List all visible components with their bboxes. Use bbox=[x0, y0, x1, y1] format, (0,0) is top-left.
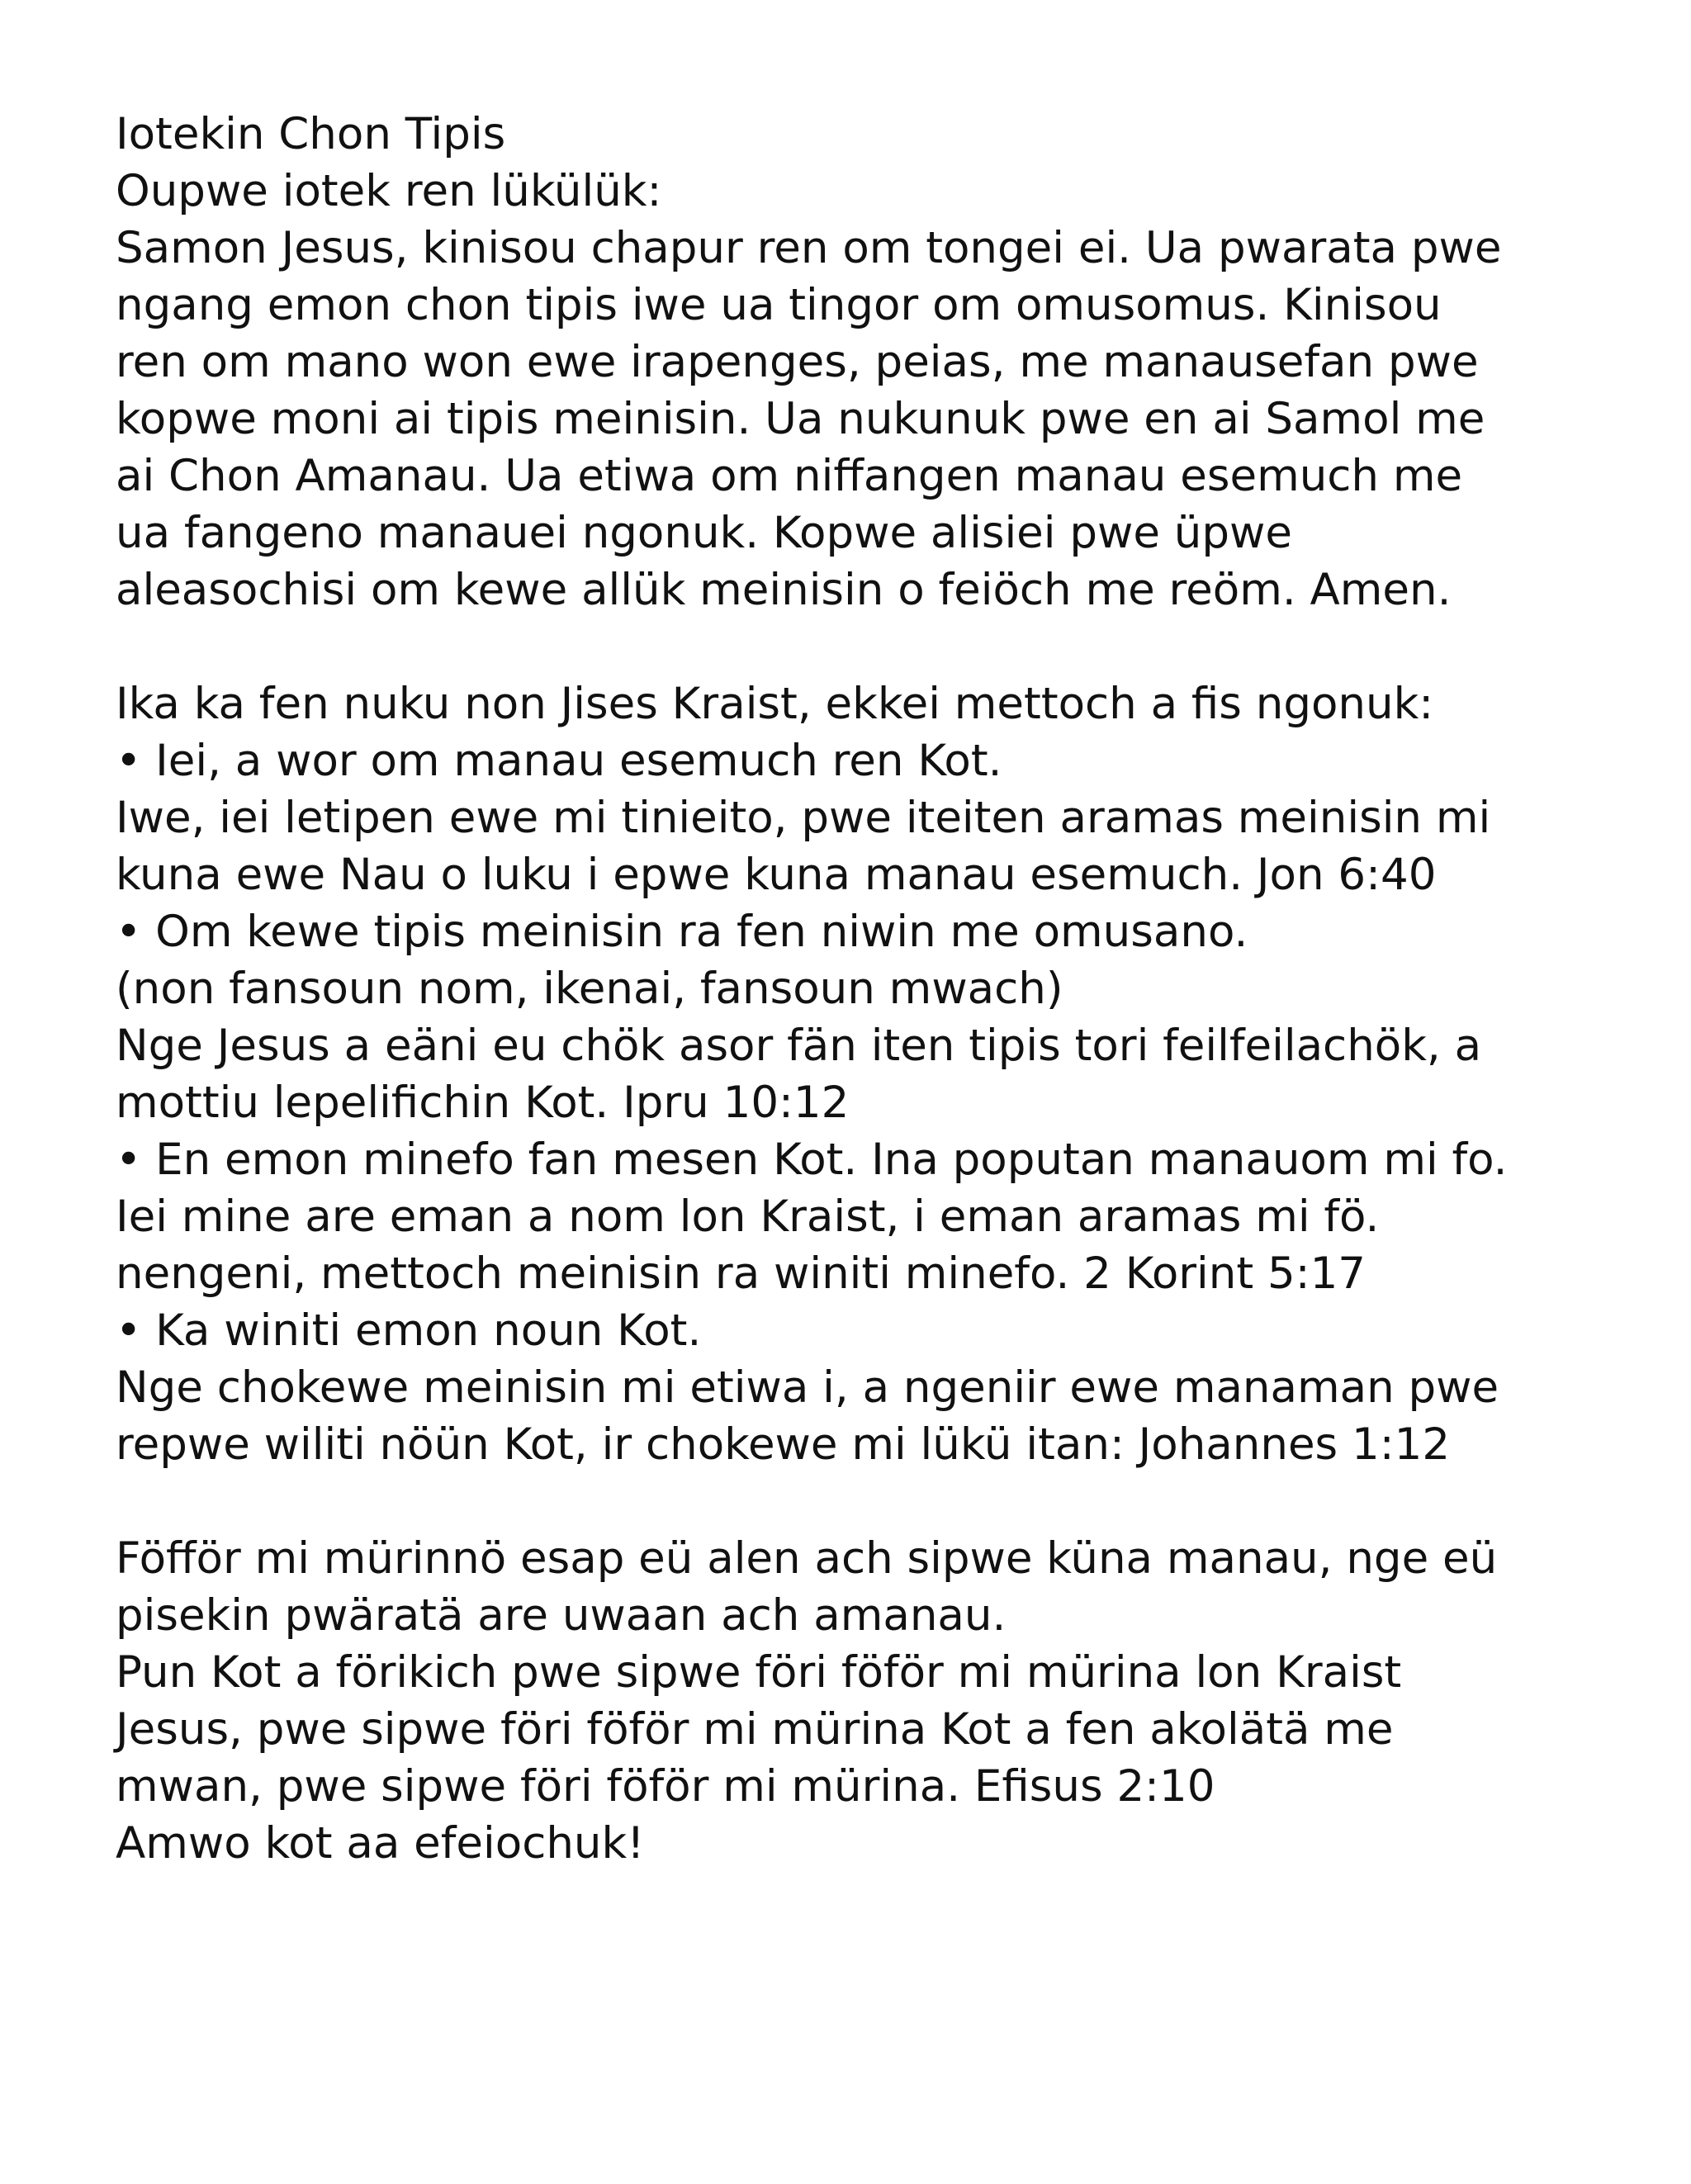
text-line: mottiu lepelifichin Kot. Ipru 10:12 bbox=[116, 1078, 850, 1128]
text-line: ua fangeno manauei ngonuk. Kopwe alisiei pwe üpwe bbox=[116, 508, 1292, 558]
text-line: Iwe, iei letipen ewe mi tinieito, pwe iteiten aramas meinisin mi bbox=[116, 793, 1491, 843]
document-page bbox=[116, 106, 1618, 1872]
text-line: ai Chon Amanau. Ua etiwa om niffangen manau esemuch me bbox=[116, 451, 1463, 501]
closing-blessing: Amwo kot aa efeiochuk! bbox=[116, 1818, 645, 1869]
good-works-section bbox=[116, 1530, 1618, 1872]
text-line: Nge chokewe meinisin mi etiwa i, a ngeniir ewe manaman pwe bbox=[116, 1362, 1499, 1413]
text-line: Iei mine are eman a nom lon Kraist, i eman aramas mi fö. bbox=[116, 1191, 1380, 1242]
text-line: repwe wiliti nöün Kot, ir chokewe mi lükü itan: Johannes 1:12 bbox=[116, 1419, 1451, 1470]
text-line: Jesus, pwe sipwe föri föför mi mürina Kot a fen akolätä me bbox=[116, 1704, 1394, 1755]
bullet-item: • En emon minefo fan mesen Kot. Ina poputan manauom mi fo. bbox=[116, 1135, 1508, 1185]
text-line: aleasochisi om kewe allük meinisin o feiöch me reöm. Amen. bbox=[116, 565, 1452, 615]
text-line: ngang emon chon tipis iwe ua tingor om omusomus. Kinisou bbox=[116, 280, 1442, 330]
text-line: kopwe moni ai tipis meinisin. Ua nukunuk pwe en ai Samol me bbox=[116, 394, 1485, 444]
text-line: Ika ka fen nuku non Jises Kraist, ekkei mettoch a fis ngonuk: bbox=[116, 679, 1434, 729]
paragraph-gap bbox=[116, 618, 1618, 675]
text-line: Nge Jesus a eäni eu chök asor fän iten tipis tori feilfeilachök, a bbox=[116, 1021, 1482, 1071]
bullet-item: • Om kewe tipis meinisin ra fen niwin me omusano. bbox=[116, 907, 1248, 957]
bullet-item: • Iei, a wor om manau esemuch ren Kot. bbox=[116, 736, 1002, 786]
text-line: kuna ewe Nau o luku i epwe kuna manau esemuch. Jon 6:40 bbox=[116, 850, 1437, 900]
paragraph-gap bbox=[116, 1473, 1618, 1530]
text-line: Föfför mi mürinnö esap eü alen ach sipwe küna manau, nge eü bbox=[116, 1533, 1498, 1584]
text-line: Samon Jesus, kinisou chapur ren om tongei ei. Ua pwarata pwe bbox=[116, 223, 1502, 273]
assurances-section bbox=[116, 675, 1618, 1473]
text-line: Pun Kot a förikich pwe sipwe föri föför mi mürina lon Kraist bbox=[116, 1647, 1402, 1698]
bullet-item: • Ka winiti emon noun Kot. bbox=[116, 1305, 702, 1356]
text-line: mwan, pwe sipwe föri föför mi mürina. Efisus 2:10 bbox=[116, 1761, 1215, 1812]
document-title: Iotekin Chon Tipis bbox=[116, 109, 506, 159]
prayer-paragraph bbox=[116, 220, 1618, 618]
prayer-heading: Oupwe iotek ren lükülük: bbox=[116, 166, 662, 216]
text-line: nengeni, mettoch meinisin ra winiti minefo. 2 Korint 5:17 bbox=[116, 1248, 1367, 1299]
text-line: (non fansoun nom, ikenai, fansoun mwach) bbox=[116, 964, 1063, 1014]
text-line: pisekin pwäratä are uwaan ach amanau. bbox=[116, 1590, 1007, 1641]
text-line: ren om mano won ewe irapenges, peias, me manausefan pwe bbox=[116, 337, 1479, 387]
